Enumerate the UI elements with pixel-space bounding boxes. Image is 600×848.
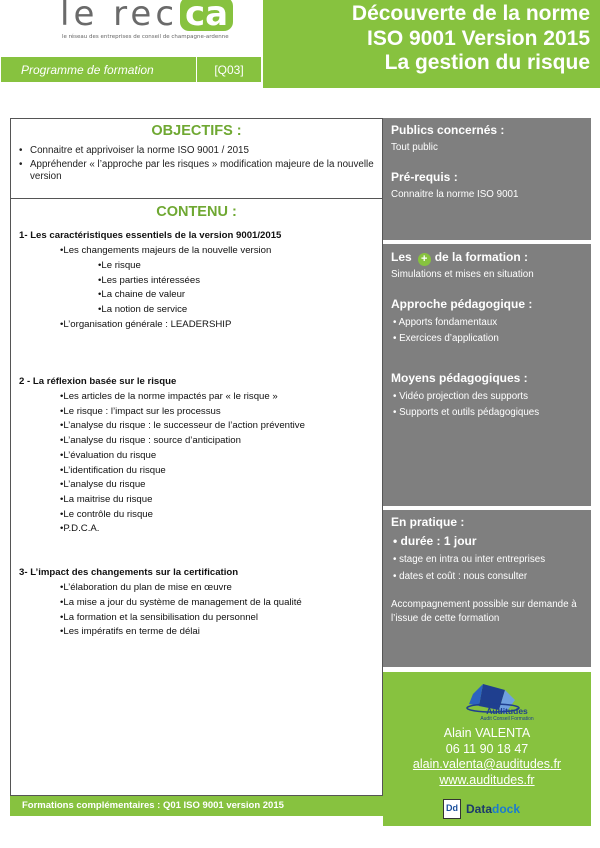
content-item: •La mise a jour du système de management de la qualité xyxy=(60,597,302,608)
publics-text: Tout public xyxy=(391,142,438,153)
prereq-text: Connaitre la norme ISO 9001 xyxy=(391,189,519,200)
company-name: Auditudes xyxy=(486,706,528,716)
logo-wordmark: le rec ca xyxy=(60,0,233,34)
program-label: Programme de formation xyxy=(1,57,197,82)
pratique-item: • stage en intra ou inter entreprises xyxy=(393,554,546,565)
plus-title: Les + de la formation : xyxy=(391,250,529,265)
company-subtitle: Audit Conseil Formation xyxy=(480,716,534,722)
content-item: •L’élaboration du plan de mise en œuvre xyxy=(60,582,232,593)
contact-phone: 06 11 90 18 47 xyxy=(445,741,529,756)
plus-text: Simulations et mises en situation xyxy=(391,269,534,280)
content-item: •L’évaluation du risque xyxy=(60,450,157,461)
contact-name: Alain VALENTA xyxy=(443,726,531,740)
datadock-label: Datadock xyxy=(466,802,521,816)
program-bar xyxy=(0,56,262,83)
content-item: •L’analyse du risque xyxy=(60,479,146,490)
section-3-heading: 3- L’impact des changements sur la certification xyxy=(19,567,239,578)
content-subitem: •Le risque xyxy=(98,260,141,271)
pedagogie-box xyxy=(383,244,591,506)
plus-icon: + xyxy=(418,253,431,266)
content-item: •Les impératifs en terme de délai xyxy=(60,626,200,637)
publics-box xyxy=(383,118,591,240)
moyens-item: • Supports et outils pédagogiques xyxy=(393,407,540,418)
publics-title: Publics concernés : xyxy=(391,123,505,137)
datadock-icon: Dd xyxy=(443,799,461,819)
title-banner xyxy=(263,0,600,88)
content-item: •La maitrise du risque xyxy=(60,494,153,505)
duree-text: • durée : 1 jour xyxy=(393,534,477,548)
content-item: •Le risque : l’impact sur les processus xyxy=(60,406,221,417)
moyens-title: Moyens pédagogiques : xyxy=(391,371,528,385)
objectifs-title: OBJECTIFS : xyxy=(151,123,242,139)
title-line-2: ISO 9001 Version 2015 xyxy=(367,26,590,50)
contact-box xyxy=(383,672,591,826)
content-subitem: •La notion de service xyxy=(98,304,188,315)
content-item: •P.D.C.A. xyxy=(60,523,100,534)
contact-email-link[interactable]: alain.valenta@auditudes.fr xyxy=(412,757,562,771)
content-item: •Les articles de la norme impactés par « le risque » xyxy=(60,391,278,402)
section-2-heading: 2 - La réflexion basée sur le risque xyxy=(19,376,177,387)
footer-complementary: Formations complémentaires : Q01 ISO 9001 version 2015 xyxy=(10,796,383,816)
approche-title: Approche pédagogique : xyxy=(391,297,533,311)
approche-item: • Exercices d’application xyxy=(393,333,499,344)
program-code: [Q03] xyxy=(214,62,244,77)
title-line-1: Découverte de la norme xyxy=(351,2,590,25)
content-column xyxy=(10,118,383,796)
content-item: •L’analyse du risque : source d’anticipation xyxy=(60,435,241,446)
logo xyxy=(0,0,262,54)
content-subitem: •La chaine de valeur xyxy=(98,289,186,300)
content-item: •L’identification du risque xyxy=(60,465,166,476)
approche-item: • Apports fondamentaux xyxy=(393,317,498,328)
title-line-3: La gestion du risque xyxy=(384,51,590,74)
pratique-item: • dates et coût : nous consulter xyxy=(393,571,528,582)
section-1-heading: 1- Les caractéristiques essentiels de la version 9001/2015 xyxy=(19,230,282,241)
objectif-item: • Connaitre et apprivoiser la norme ISO 9001 / 2015 xyxy=(19,145,374,157)
accompagnement-text: Accompagnement possible sur demande à l’issue de cette formation xyxy=(391,599,577,624)
content-item: •La formation et la sensibilisation du personnel xyxy=(60,612,259,623)
content-item: •L’organisation générale : LEADERSHIP xyxy=(60,319,232,330)
content-item: •L’analyse du risque : le successeur de l’action préventive xyxy=(60,420,305,431)
objectif-item: • Appréhender « l’approche par les risques » modification majeure de la nouvelle version xyxy=(19,159,374,183)
content-subitem: •Les parties intéressées xyxy=(98,275,201,286)
objectifs-list xyxy=(11,145,382,183)
moyens-item: • Vidéo projection des supports xyxy=(393,391,529,402)
logo-tagline: le réseau des entreprises de conseil de champagne-ardenne xyxy=(62,34,229,40)
objectifs-section xyxy=(11,119,382,199)
contenu-title: CONTENU : xyxy=(156,204,237,220)
pratique-title: En pratique : xyxy=(391,515,465,529)
website-link[interactable]: www.auditudes.fr xyxy=(439,772,535,787)
contenu-section xyxy=(11,201,382,220)
pratique-box xyxy=(383,510,591,667)
content-item: •Les changements majeurs de la nouvelle version xyxy=(60,245,272,256)
prereq-title: Pré-requis : xyxy=(391,170,458,184)
datadock-logo xyxy=(443,798,537,820)
content-item: •Le contrôle du risque xyxy=(60,509,153,520)
